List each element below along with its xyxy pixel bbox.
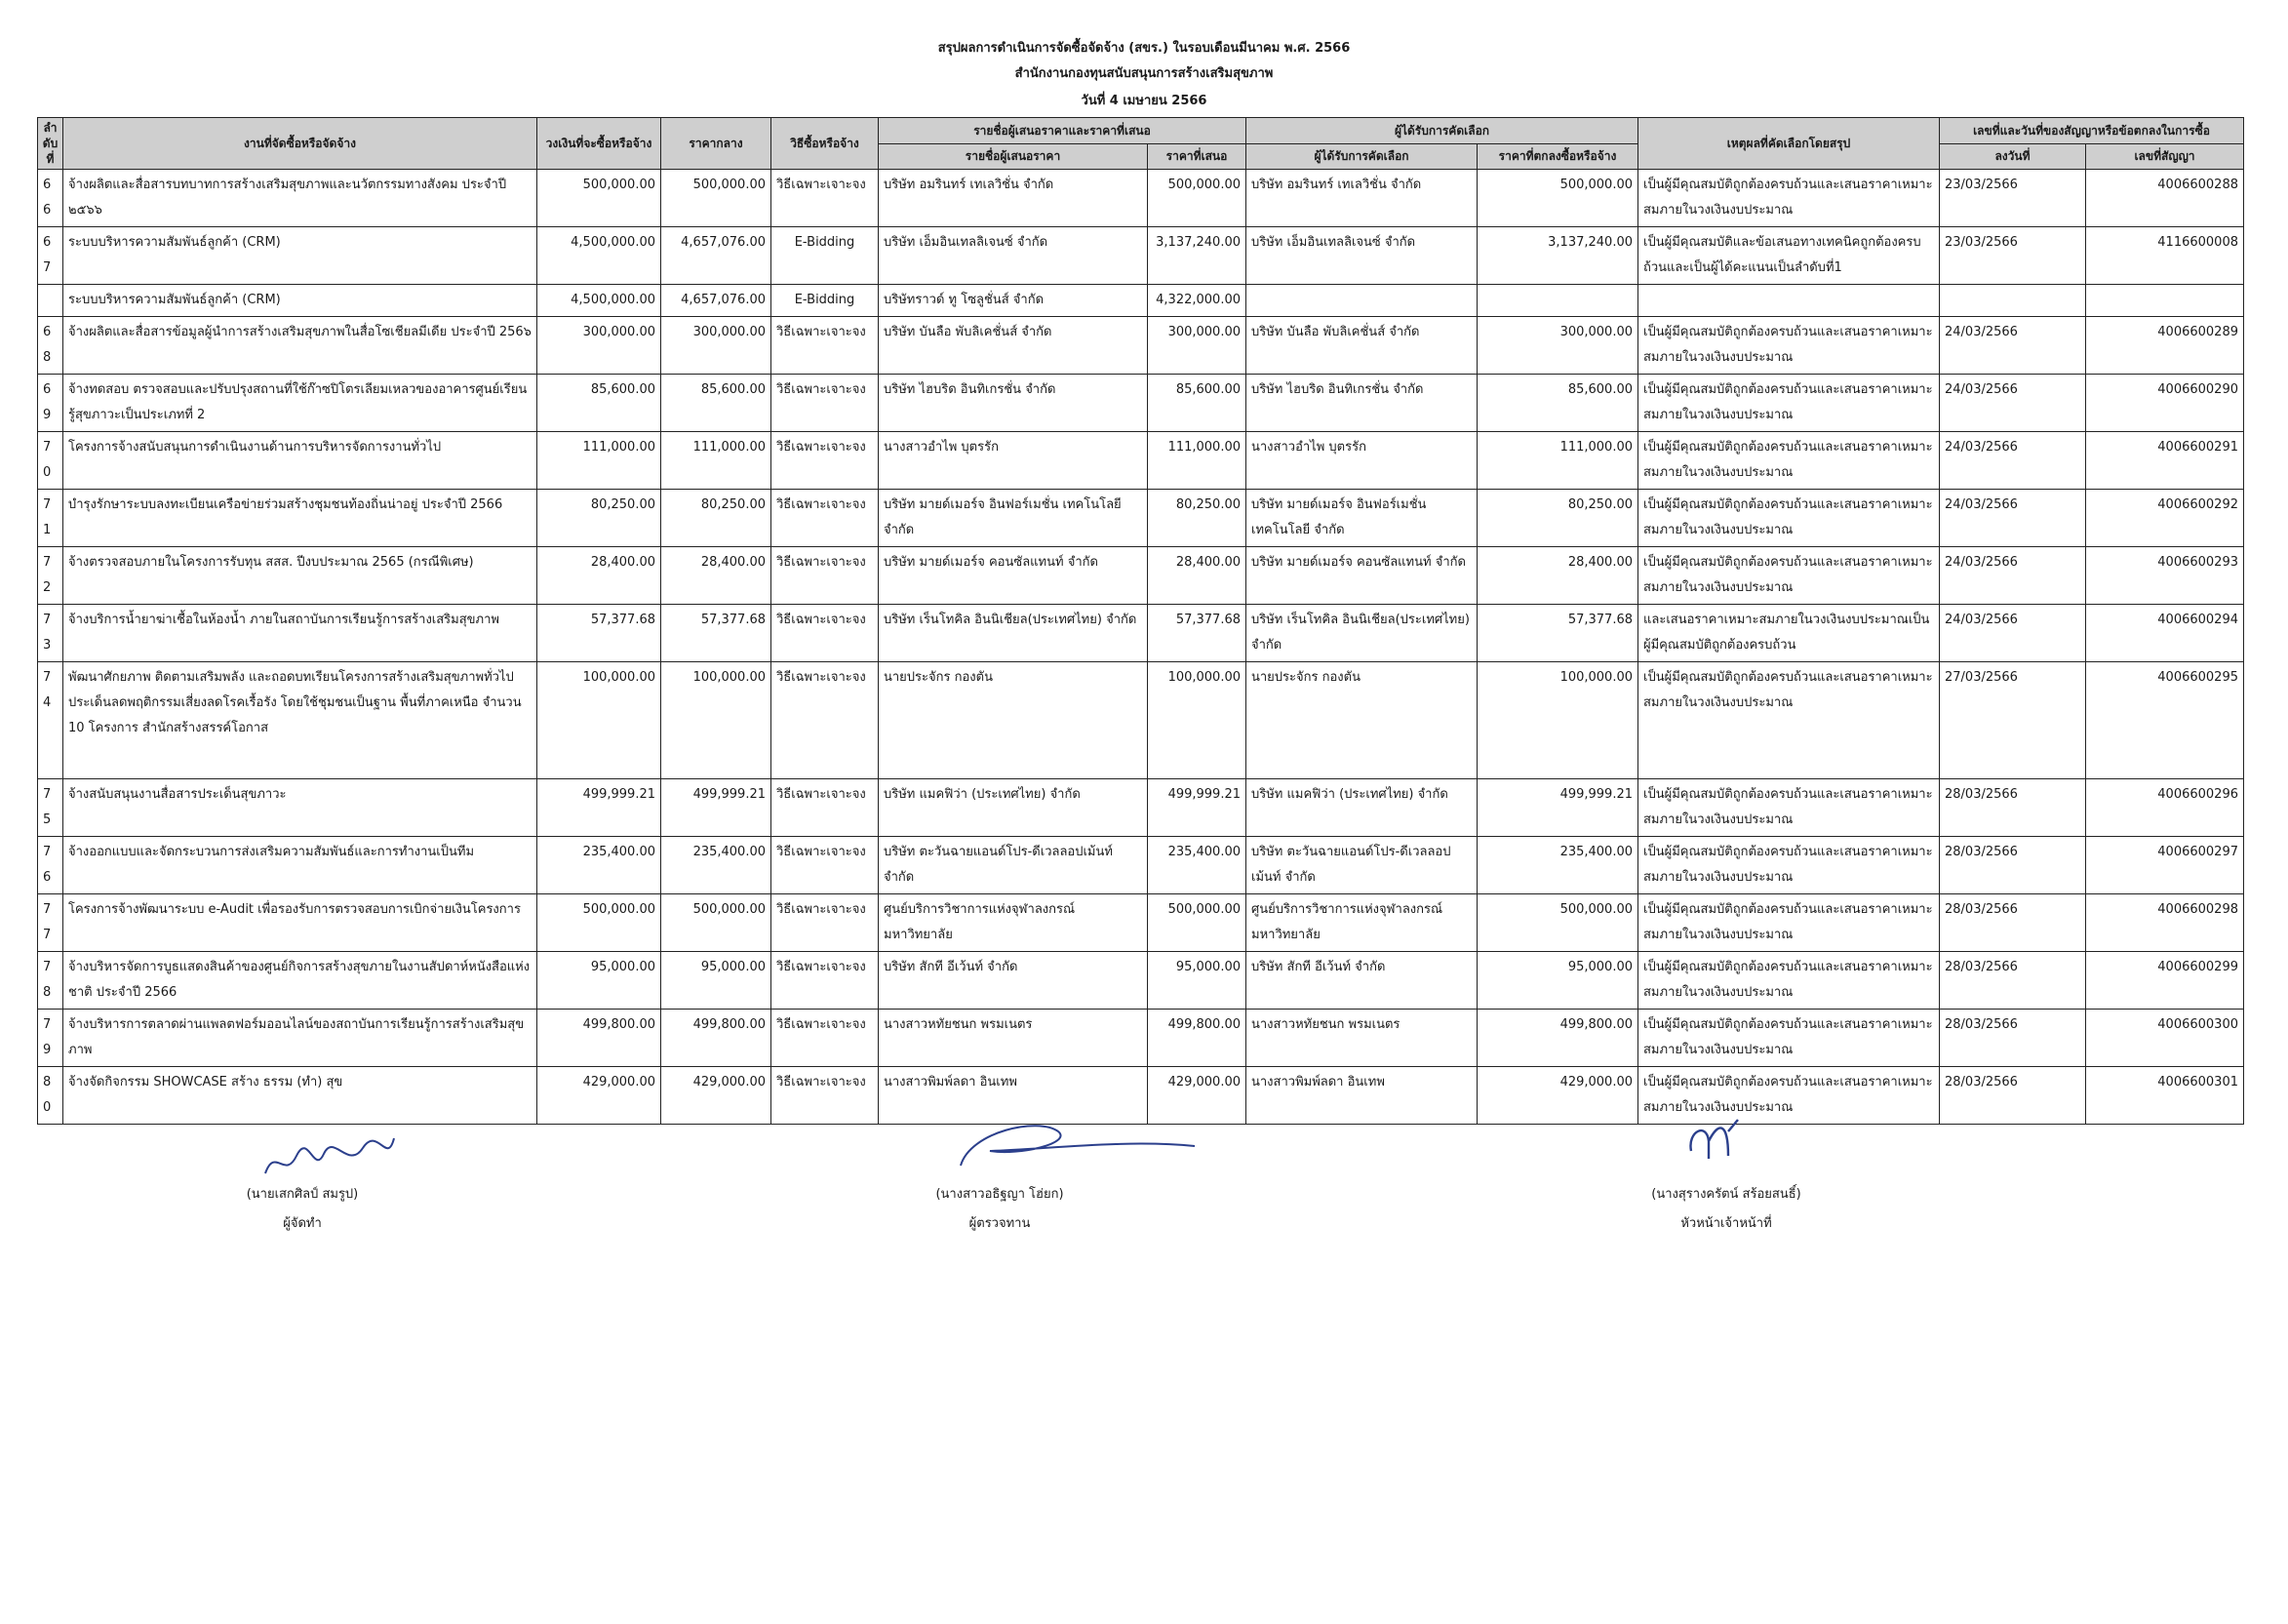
document-title: สรุปผลการดำเนินการจัดซื้อจัดจ้าง (สขร.) ในรอบเดือนมีนาคม พ.ศ. 2566 <box>937 41 1351 56</box>
header-median: ราคากลาง <box>661 118 771 170</box>
cell-median: 429,000.00 <box>661 1067 771 1125</box>
cell-date: 28/03/2566 <box>1940 779 2086 837</box>
cell-bidder: บริษัท เอ็มอินเทลลิเจนซ์ จำกัด <box>879 227 1148 285</box>
cell-price: 500,000.00 <box>1478 170 1638 227</box>
cell-date: 23/03/2566 <box>1940 170 2086 227</box>
cell-bid: 499,999.21 <box>1148 779 1246 837</box>
cell-no: 70 <box>38 432 63 490</box>
cell-median: 4,657,076.00 <box>661 227 771 285</box>
cell-no: 73 <box>38 605 63 662</box>
cell-bid: 111,000.00 <box>1148 432 1246 490</box>
cell-bidder: บริษัท ตะวันฉายแอนด์โปร-ดีเวลลอปเม้นท์ จำกัด <box>879 837 1148 894</box>
header-budget: วงเงินที่จะซื้อหรือจ้าง <box>537 118 661 170</box>
cell-contract: 4006600301 <box>2086 1067 2244 1125</box>
cell-winner: นางสาวอำไพ บุตรรัก <box>1246 432 1478 490</box>
cell-median: 111,000.00 <box>661 432 771 490</box>
cell-bidder: นางสาวหทัยชนก พรมเนตร <box>879 1010 1148 1067</box>
cell-bid: 499,800.00 <box>1148 1010 1246 1067</box>
cell-work: ระบบบริหารความสัมพันธ์ลูกค้า (CRM) <box>63 285 537 317</box>
organization-name: สำนักงานกองทุนสนับสนุนการสร้างเสริมสุขภาพ <box>1014 66 1274 81</box>
cell-bidder: นายประจักร กองตัน <box>879 662 1148 779</box>
cell-contract: 4006600292 <box>2086 490 2244 547</box>
cell-method: วิธีเฉพาะเจาะจง <box>771 662 879 779</box>
header-winner-name: ผู้ได้รับการคัดเลือก <box>1246 143 1478 170</box>
cell-method: วิธีเฉพาะเจาะจง <box>771 779 879 837</box>
cell-work: บำรุงรักษาระบบลงทะเบียนเครือข่ายร่วมสร้างชุมชนท้องถิ่นน่าอยู่ ประจำปี 2566 <box>63 490 537 547</box>
cell-reason: เป็นผู้มีคุณสมบัติถูกต้องครบถ้วนและเสนอราคาเหมาะสมภายในวงเงินงบประมาณ <box>1638 662 1940 779</box>
reviewer-role: ผู้ตรวจทาน <box>968 1216 1031 1231</box>
cell-bidder: บริษัท ไฮบริด อินทิเกรชั่น จำกัด <box>879 375 1148 432</box>
cell-bid: 4,322,000.00 <box>1148 285 1246 317</box>
cell-price: 111,000.00 <box>1478 432 1638 490</box>
preparer-role: ผู้จัดทำ <box>283 1216 322 1231</box>
cell-date: 24/03/2566 <box>1940 490 2086 547</box>
cell-price: 235,400.00 <box>1478 837 1638 894</box>
cell-date: 28/03/2566 <box>1940 894 2086 952</box>
table-body <box>38 170 2244 1125</box>
cell-budget: 85,600.00 <box>537 375 661 432</box>
cell-reason: เป็นผู้มีคุณสมบัติถูกต้องครบถ้วนและเสนอราคาเหมาะสมภายในวงเงินงบประมาณ <box>1638 837 1940 894</box>
cell-contract: 4006600294 <box>2086 605 2244 662</box>
cell-bid: 28,400.00 <box>1148 547 1246 605</box>
table-row <box>38 490 2244 547</box>
cell-work: จ้างบริหารจัดการบูธแสดงสินค้าของศูนย์กิจการสร้างสุขภายในงานสัปดาห์หนังสือแห่งชาติ ประจำปี 2566 <box>63 952 537 1010</box>
cell-budget: 95,000.00 <box>537 952 661 1010</box>
cell-date: 23/03/2566 <box>1940 227 2086 285</box>
cell-bidder: บริษัท บันลือ พับลิเคชั่นส์ จำกัด <box>879 317 1148 375</box>
cell-bid: 57,377.68 <box>1148 605 1246 662</box>
table-row <box>38 1010 2244 1067</box>
header-work: งานที่จัดซื้อหรือจัดจ้าง <box>63 118 537 170</box>
cell-work: จ้างผลิตและสื่อสารข้อมูลผู้นำการสร้างเสริมสุขภาพในสื่อโซเชียลมีเดีย ประจำปี 256๖ <box>63 317 537 375</box>
cell-budget: 80,250.00 <box>537 490 661 547</box>
cell-method: วิธีเฉพาะเจาะจง <box>771 952 879 1010</box>
cell-date: 24/03/2566 <box>1940 605 2086 662</box>
cell-contract: 4116600008 <box>2086 227 2244 285</box>
cell-price: 85,600.00 <box>1478 375 1638 432</box>
cell-median: 28,400.00 <box>661 547 771 605</box>
cell-no: 75 <box>38 779 63 837</box>
cell-date: 27/03/2566 <box>1940 662 2086 779</box>
cell-contract: 4006600288 <box>2086 170 2244 227</box>
cell-winner: บริษัท สักที อีเว้นท์ จำกัด <box>1246 952 1478 1010</box>
cell-work: จ้างตรวจสอบภายในโครงการรับทุน สสส. ปีงบประมาณ 2565 (กรณีพิเศษ) <box>63 547 537 605</box>
cell-date: 24/03/2566 <box>1940 432 2086 490</box>
cell-price: 80,250.00 <box>1478 490 1638 547</box>
cell-work: พัฒนาศักยภาพ ติดตามเสริมพลัง และถอดบทเรียนโครงการสร้างเสริมสุขภาพทั่วไป ประเด็นลดพฤติกรรมเสี่ยงลดโรคเรื้อรัง โดยใช้ชุมชนเป็นฐาน พื้นที่ภาคเหนือ จำนวน 10 โครงการ สำนักสร้างสรรค์โอกาส <box>63 662 537 779</box>
signature-preparer <box>195 1180 410 1239</box>
cell-budget: 235,400.00 <box>537 837 661 894</box>
cell-bid: 3,137,240.00 <box>1148 227 1246 285</box>
cell-no: 76 <box>38 837 63 894</box>
cell-winner: นายประจักร กองตัน <box>1246 662 1478 779</box>
cell-work: โครงการจ้างสนับสนุนการดำเนินงานด้านการบริหารจัดการงานทั่วไป <box>63 432 537 490</box>
cell-contract: 4006600293 <box>2086 547 2244 605</box>
cell-contract: 4006600299 <box>2086 952 2244 1010</box>
table-row <box>38 894 2244 952</box>
cell-median: 85,600.00 <box>661 375 771 432</box>
cell-work: จ้างบริการน้ำยาฆ่าเชื้อในห้องน้ำ ภายในสถาบันการเรียนรู้การสร้างเสริมสุขภาพ <box>63 605 537 662</box>
table-row <box>38 605 2244 662</box>
table-row <box>38 375 2244 432</box>
cell-price: 3,137,240.00 <box>1478 227 1638 285</box>
cell-reason: เป็นผู้มีคุณสมบัติถูกต้องครบถ้วนและเสนอราคาเหมาะสมภายในวงเงินงบประมาณ <box>1638 317 1940 375</box>
cell-median: 100,000.00 <box>661 662 771 779</box>
cell-bidder: บริษัท มายด์เมอร์จ อินฟอร์เมชั่น เทคโนโลยี จำกัด <box>879 490 1148 547</box>
cell-price: 100,000.00 <box>1478 662 1638 779</box>
cell-work: โครงการจ้างพัฒนาระบบ e-Audit เพื่อรองรับการตรวจสอบการเบิกจ่ายเงินโครงการ <box>63 894 537 952</box>
cell-method: วิธีเฉพาะเจาะจง <box>771 1010 879 1067</box>
cell-bidder: นางสาวอำไพ บุตรรัก <box>879 432 1148 490</box>
header-method: วิธีซื้อหรือจ้าง <box>771 118 879 170</box>
cell-reason: เป็นผู้มีคุณสมบัติถูกต้องครบถ้วนและเสนอราคาเหมาะสมภายในวงเงินงบประมาณ <box>1638 1067 1940 1125</box>
signature-reviewer <box>883 1180 1117 1239</box>
cell-date: 24/03/2566 <box>1940 317 2086 375</box>
table-row <box>38 547 2244 605</box>
cell-median: 4,657,076.00 <box>661 285 771 317</box>
cell-contract: 4006600300 <box>2086 1010 2244 1067</box>
cell-median: 57,377.68 <box>661 605 771 662</box>
header-contract-group: เลขที่และวันที่ของสัญญาหรือข้อตกลงในการซื้อ <box>1940 118 2244 144</box>
cell-method: วิธีเฉพาะเจาะจง <box>771 1067 879 1125</box>
cell-bid: 85,600.00 <box>1148 375 1246 432</box>
cell-method: วิธีเฉพาะเจาะจง <box>771 894 879 952</box>
cell-reason: และเสนอราคาเหมาะสมภายในวงเงินงบประมาณเป็นผู้มีคุณสมบัติถูกต้องครบถ้วน <box>1638 605 1940 662</box>
cell-budget: 100,000.00 <box>537 662 661 779</box>
cell-contract <box>2086 285 2244 317</box>
cell-budget: 57,377.68 <box>537 605 661 662</box>
cell-no: 71 <box>38 490 63 547</box>
cell-bid: 95,000.00 <box>1148 952 1246 1010</box>
head-name: (นางสุรางครัตน์ สร้อยสนธิ์) <box>1651 1187 1801 1202</box>
table-row <box>38 432 2244 490</box>
cell-contract: 4006600298 <box>2086 894 2244 952</box>
cell-winner: บริษัท บันลือ พับลิเคชั่นส์ จำกัด <box>1246 317 1478 375</box>
cell-winner: ศูนย์บริการวิชาการแห่งจุฬาลงกรณ์มหาวิทยาลัย <box>1246 894 1478 952</box>
cell-budget: 499,999.21 <box>537 779 661 837</box>
cell-date: 28/03/2566 <box>1940 837 2086 894</box>
cell-reason: เป็นผู้มีคุณสมบัติถูกต้องครบถ้วนและเสนอราคาเหมาะสมภายในวงเงินงบประมาณ <box>1638 490 1940 547</box>
cell-median: 499,999.21 <box>661 779 771 837</box>
cell-no: 80 <box>38 1067 63 1125</box>
cell-work: จ้างออกแบบและจัดกระบวนการส่งเสริมความสัมพันธ์และการทำงานเป็นทีม <box>63 837 537 894</box>
head-role: หัวหน้าเจ้าหน้าที่ <box>1680 1216 1772 1231</box>
cell-budget: 111,000.00 <box>537 432 661 490</box>
header-contract-no: เลขที่สัญญา <box>2086 143 2244 170</box>
cell-winner: บริษัท แมคฟิว่า (ประเทศไทย) จำกัด <box>1246 779 1478 837</box>
cell-bidder: นางสาวพิมพ์ลดา อินเทพ <box>879 1067 1148 1125</box>
cell-budget: 4,500,000.00 <box>537 285 661 317</box>
cell-median: 80,250.00 <box>661 490 771 547</box>
cell-bid: 500,000.00 <box>1148 894 1246 952</box>
procurement-table <box>37 117 2244 1125</box>
cell-budget: 4,500,000.00 <box>537 227 661 285</box>
cell-work: ระบบบริหารความสัมพันธ์ลูกค้า (CRM) <box>63 227 537 285</box>
cell-budget: 429,000.00 <box>537 1067 661 1125</box>
cell-winner <box>1246 285 1478 317</box>
cell-method: วิธีเฉพาะเจาะจง <box>771 375 879 432</box>
cell-date: 24/03/2566 <box>1940 375 2086 432</box>
cell-reason: เป็นผู้มีคุณสมบัติถูกต้องครบถ้วนและเสนอราคาเหมาะสมภายในวงเงินงบประมาณ <box>1638 952 1940 1010</box>
cell-reason: เป็นผู้มีคุณสมบัติถูกต้องครบถ้วนและเสนอราคาเหมาะสมภายในวงเงินงบประมาณ <box>1638 894 1940 952</box>
table-row <box>38 227 2244 285</box>
cell-price: 429,000.00 <box>1478 1067 1638 1125</box>
signature-head <box>1590 1180 1863 1239</box>
header-bidders-group: รายชื่อผู้เสนอราคาและราคาที่เสนอ <box>879 118 1246 144</box>
cell-median: 499,800.00 <box>661 1010 771 1067</box>
cell-no: 72 <box>38 547 63 605</box>
cell-method: วิธีเฉพาะเจาะจง <box>771 490 879 547</box>
cell-price: 500,000.00 <box>1478 894 1638 952</box>
cell-contract: 4006600296 <box>2086 779 2244 837</box>
cell-contract: 4006600291 <box>2086 432 2244 490</box>
cell-method: วิธีเฉพาะเจาะจง <box>771 605 879 662</box>
cell-contract: 4006600295 <box>2086 662 2244 779</box>
cell-bid: 300,000.00 <box>1148 317 1246 375</box>
cell-budget: 300,000.00 <box>537 317 661 375</box>
cell-budget: 499,800.00 <box>537 1010 661 1067</box>
cell-reason: เป็นผู้มีคุณสมบัติถูกต้องครบถ้วนและเสนอราคาเหมาะสมภายในวงเงินงบประมาณ <box>1638 375 1940 432</box>
cell-date: 28/03/2566 <box>1940 1010 2086 1067</box>
table-row <box>38 317 2244 375</box>
cell-median: 500,000.00 <box>661 894 771 952</box>
cell-winner: บริษัท เร็นโทคิล อินนิเชียล(ประเทศไทย) จำกัด <box>1246 605 1478 662</box>
cell-date: 24/03/2566 <box>1940 547 2086 605</box>
cell-winner: บริษัท อมรินทร์ เทเลวิชั่น จำกัด <box>1246 170 1478 227</box>
cell-bidder: บริษัท เร็นโทคิล อินนิเชียล(ประเทศไทย) จำกัด <box>879 605 1148 662</box>
cell-method: วิธีเฉพาะเจาะจง <box>771 837 879 894</box>
preparer-name: (นายเสกศิลป์ สมรูป) <box>246 1187 359 1202</box>
cell-bid: 100,000.00 <box>1148 662 1246 779</box>
cell-contract: 4006600290 <box>2086 375 2244 432</box>
cell-reason: เป็นผู้มีคุณสมบัติถูกต้องครบถ้วนและเสนอราคาเหมาะสมภายในวงเงินงบประมาณ <box>1638 432 1940 490</box>
cell-budget: 500,000.00 <box>537 170 661 227</box>
cell-method: วิธีเฉพาะเจาะจง <box>771 317 879 375</box>
cell-price: 300,000.00 <box>1478 317 1638 375</box>
cell-bidder: บริษัท มายด์เมอร์จ คอนซัลแทนท์ จำกัด <box>879 547 1148 605</box>
cell-no: 77 <box>38 894 63 952</box>
cell-no: 67 <box>38 227 63 285</box>
cell-reason: เป็นผู้มีคุณสมบัติถูกต้องครบถ้วนและเสนอราคาเหมาะสมภายในวงเงินงบประมาณ <box>1638 547 1940 605</box>
cell-winner: บริษัท ตะวันฉายแอนด์โปร-ดีเวลลอปเม้นท์ จำกัด <box>1246 837 1478 894</box>
table-row <box>38 170 2244 227</box>
report-date: วันที่ 4 เมษายน 2566 <box>1081 94 1207 108</box>
cell-winner: บริษัท ไฮบริด อินทิเกรชั่น จำกัด <box>1246 375 1478 432</box>
cell-no <box>38 285 63 317</box>
cell-budget: 28,400.00 <box>537 547 661 605</box>
cell-price <box>1478 285 1638 317</box>
header-no: ลำดับที่ <box>38 118 63 170</box>
cell-bidder: บริษัท อมรินทร์ เทเลวิชั่น จำกัด <box>879 170 1148 227</box>
cell-median: 235,400.00 <box>661 837 771 894</box>
cell-reason: เป็นผู้มีคุณสมบัติและข้อเสนอทางเทคนิคถูกต้องครบถ้วนและเป็นผู้ได้คะแนนเป็นลำดับที่1 <box>1638 227 1940 285</box>
cell-reason: เป็นผู้มีคุณสมบัติถูกต้องครบถ้วนและเสนอราคาเหมาะสมภายในวงเงินงบประมาณ <box>1638 1010 1940 1067</box>
cell-price: 499,999.21 <box>1478 779 1638 837</box>
cell-work: จ้างสนับสนุนงานสื่อสารประเด็นสุขภาวะ <box>63 779 537 837</box>
header-bid-price: ราคาที่เสนอ <box>1148 143 1246 170</box>
cell-bid: 235,400.00 <box>1148 837 1246 894</box>
table-row <box>38 285 2244 317</box>
cell-date: 28/03/2566 <box>1940 952 2086 1010</box>
cell-no: 66 <box>38 170 63 227</box>
cell-contract: 4006600297 <box>2086 837 2244 894</box>
table-row <box>38 779 2244 837</box>
cell-reason: เป็นผู้มีคุณสมบัติถูกต้องครบถ้วนและเสนอราคาเหมาะสมภายในวงเงินงบประมาณ <box>1638 779 1940 837</box>
cell-bidder: บริษัท สักที อีเว้นท์ จำกัด <box>879 952 1148 1010</box>
cell-method: วิธีเฉพาะเจาะจง <box>771 170 879 227</box>
cell-bidder: บริษัท แมคฟิว่า (ประเทศไทย) จำกัด <box>879 779 1148 837</box>
table-row <box>38 662 2244 779</box>
cell-no: 78 <box>38 952 63 1010</box>
signature-mark-2 <box>951 1112 1204 1180</box>
cell-method: E-Bidding <box>771 285 879 317</box>
cell-work: จ้างบริหารการตลาดผ่านแพลตฟอร์มออนไลน์ของสถาบันการเรียนรู้การสร้างเสริมสุขภาพ <box>63 1010 537 1067</box>
cell-bidder: ศูนย์บริการวิชาการแห่งจุฬาลงกรณ์มหาวิทยาลัย <box>879 894 1148 952</box>
cell-median: 500,000.00 <box>661 170 771 227</box>
signature-mark-1 <box>256 1127 402 1185</box>
cell-median: 95,000.00 <box>661 952 771 1010</box>
header-contract-date: ลงวันที่ <box>1940 143 2086 170</box>
header-winner-group: ผู้ได้รับการคัดเลือก <box>1246 118 1638 144</box>
cell-work: จ้างทดสอบ ตรวจสอบและปรับปรุงสถานที่ใช้ก๊าซปิโตรเลียมเหลวของอาคารศูนย์เรียนรู้สุขภาวะเป็นประเภทที่ 2 <box>63 375 537 432</box>
cell-winner: บริษัท มายด์เมอร์จ อินฟอร์เมชั่น เทคโนโลยี จำกัด <box>1246 490 1478 547</box>
cell-winner: นางสาวหทัยชนก พรมเนตร <box>1246 1010 1478 1067</box>
cell-bidder: บริษัทราวด์ ทู โซลูชั่นส์ จำกัด <box>879 285 1148 317</box>
header-bidder-name: รายชื่อผู้เสนอราคา <box>879 143 1148 170</box>
cell-price: 57,377.68 <box>1478 605 1638 662</box>
cell-no: 74 <box>38 662 63 779</box>
cell-method: วิธีเฉพาะเจาะจง <box>771 547 879 605</box>
cell-method: E-Bidding <box>771 227 879 285</box>
table-row <box>38 837 2244 894</box>
cell-no: 68 <box>38 317 63 375</box>
header-reason: เหตุผลที่คัดเลือกโดยสรุป <box>1638 118 1940 170</box>
cell-budget: 500,000.00 <box>537 894 661 952</box>
cell-reason <box>1638 285 1940 317</box>
cell-date <box>1940 285 2086 317</box>
reviewer-name: (นางสาวอธิฐญา โฮ่ยก) <box>935 1187 1064 1202</box>
cell-date: 28/03/2566 <box>1940 1067 2086 1125</box>
cell-price: 28,400.00 <box>1478 547 1638 605</box>
cell-winner: บริษัท มายด์เมอร์จ คอนซัลแทนท์ จำกัด <box>1246 547 1478 605</box>
cell-price: 95,000.00 <box>1478 952 1638 1010</box>
cell-winner: บริษัท เอ็มอินเทลลิเจนซ์ จำกัด <box>1246 227 1478 285</box>
header-winner-price: ราคาที่ตกลงซื้อหรือจ้าง <box>1478 143 1638 170</box>
cell-median: 300,000.00 <box>661 317 771 375</box>
signature-mark-3 <box>1679 1112 1748 1170</box>
cell-contract: 4006600289 <box>2086 317 2244 375</box>
cell-bid: 429,000.00 <box>1148 1067 1246 1125</box>
cell-work: จ้างผลิตและสื่อสารบทบาทการสร้างเสริมสุขภาพและนวัตกรรมทางสังคม ประจำปี ๒๕๖๖ <box>63 170 537 227</box>
cell-method: วิธีเฉพาะเจาะจง <box>771 432 879 490</box>
cell-no: 69 <box>38 375 63 432</box>
cell-price: 499,800.00 <box>1478 1010 1638 1067</box>
cell-reason: เป็นผู้มีคุณสมบัติถูกต้องครบถ้วนและเสนอราคาเหมาะสมภายในวงเงินงบประมาณ <box>1638 170 1940 227</box>
table-row <box>38 952 2244 1010</box>
cell-work: จ้างจัดกิจกรรม SHOWCASE สร้าง ธรรม (ทำ) สุข <box>63 1067 537 1125</box>
cell-bid: 500,000.00 <box>1148 170 1246 227</box>
cell-no: 79 <box>38 1010 63 1067</box>
cell-winner: นางสาวพิมพ์ลดา อินเทพ <box>1246 1067 1478 1125</box>
cell-bid: 80,250.00 <box>1148 490 1246 547</box>
